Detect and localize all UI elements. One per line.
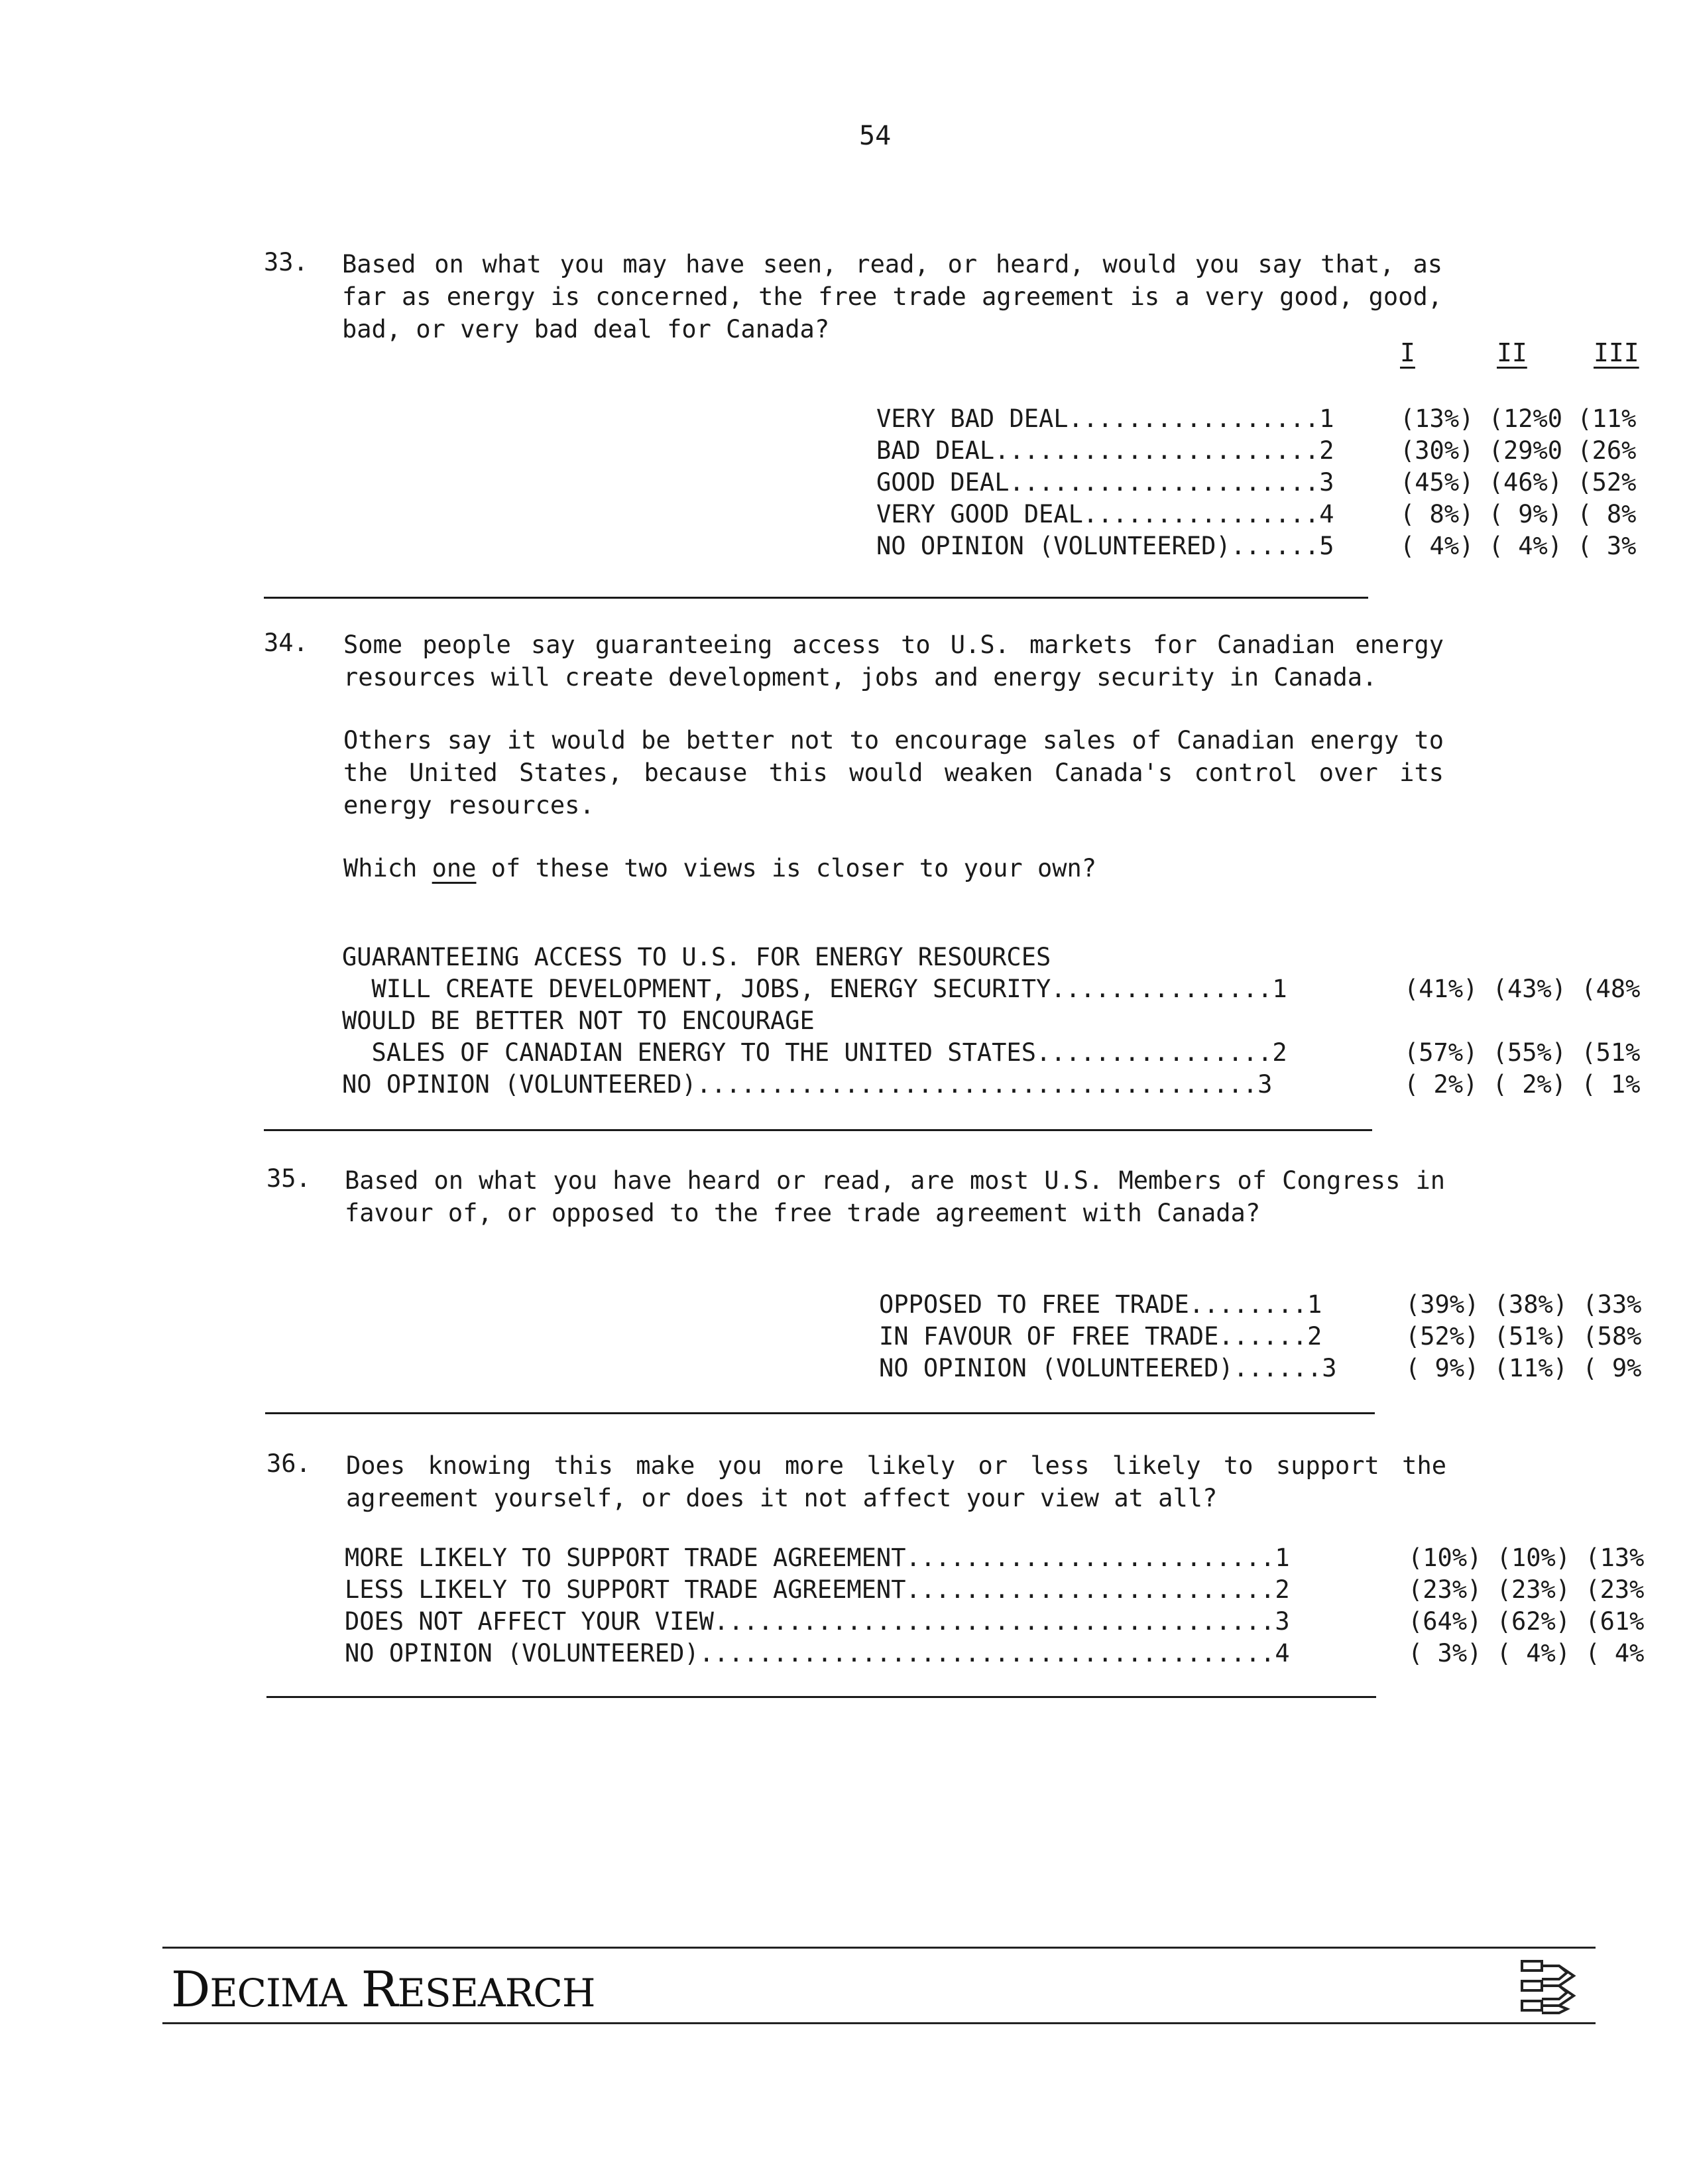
option-label: NO OPINION (VOLUNTEERED)......5 [876, 532, 1334, 560]
value-col-3: ( 8% [1577, 500, 1637, 528]
value-col-2: (10%) [1496, 1544, 1571, 1572]
value-col-2: (46%) [1488, 468, 1563, 497]
value-col-3: ( 1% [1581, 1070, 1641, 1099]
value-col-3: (26% [1577, 436, 1637, 465]
question-34-prompt [343, 852, 1444, 884]
value-col-1: (57%) [1404, 1038, 1478, 1067]
option-label: VERY BAD DEAL.................1 [876, 404, 1334, 433]
value-col-3: (33% [1582, 1290, 1642, 1319]
value-col-2: ( 2%) [1492, 1070, 1567, 1099]
option-label: GOOD DEAL.....................3 [876, 468, 1334, 497]
prompt-underlined-word: one [432, 854, 477, 882]
question-33-options [876, 403, 1334, 562]
value-col-2: (11%) [1493, 1354, 1568, 1382]
decima-research-logo-text [171, 1961, 595, 2018]
question-36-options [345, 1542, 1290, 1669]
option-label: NO OPINION (VOLUNTEERED).......................................4 [345, 1639, 1290, 1668]
option-label: DOES NOT AFFECT YOUR VIEW......................................3 [345, 1607, 1290, 1636]
question-35-number: 35. [266, 1164, 311, 1193]
brand-initial: R [361, 1961, 398, 2018]
value-col-2: ( 4%) [1488, 532, 1563, 560]
value-col-3: (61% [1585, 1607, 1645, 1636]
question-34-values [1404, 973, 1640, 1101]
option-label: SALES OF CANADIAN ENERGY TO THE UNITED STATES................2 [342, 1038, 1287, 1067]
brand-rest: ESEARCH [397, 1971, 595, 2016]
question-35-text: Based on what you have heard or read, are most U.S. Members of Congress in favour of, or opposed to the free trade agreement with Canada? [345, 1166, 1445, 1227]
value-col-1: (52%) [1405, 1322, 1480, 1351]
question-35-values [1405, 1289, 1641, 1384]
question-36-text: Does knowing this make you more likely or less likely to support the agreement yourself, or does it not affect your view at all? [346, 1451, 1446, 1512]
section-divider [266, 1696, 1376, 1698]
question-33-number: 33. [264, 248, 308, 276]
prompt-text: Which [343, 854, 432, 882]
value-col-3: (13% [1585, 1544, 1645, 1572]
value-col-2: (12%0 [1488, 404, 1563, 433]
brand-initial: D [171, 1961, 210, 2018]
question-33-values [1400, 403, 1636, 562]
option-label: IN FAVOUR OF FREE TRADE......2 [879, 1322, 1322, 1351]
value-col-2: (62%) [1496, 1607, 1571, 1636]
value-col-1: (13%) [1400, 404, 1474, 433]
value-col-3: ( 4% [1585, 1639, 1645, 1668]
question-34-number: 34. [264, 629, 308, 657]
value-col-3: ( 3% [1577, 532, 1637, 560]
footer-top-rule [162, 1947, 1596, 1949]
option-label-line1: GUARANTEEING ACCESS TO U.S. FOR ENERGY RESOURCES [342, 943, 1051, 971]
value-col-1: ( 2%) [1404, 1070, 1478, 1099]
section-divider [265, 1412, 1375, 1414]
value-col-1: (10%) [1408, 1544, 1482, 1572]
footer-bottom-rule [162, 2022, 1596, 2024]
value-col-1: (41%) [1404, 975, 1478, 1003]
value-col-1: ( 4%) [1400, 532, 1474, 560]
value-col-3: (48% [1581, 975, 1641, 1003]
value-col-3: (58% [1582, 1322, 1642, 1351]
question-33-text: Based on what you may have seen, read, or heard, would you say that, as far as energy is concerned, the free trade agreement is a very good, good, bad, or very bad deal for Canada? [342, 250, 1442, 343]
value-col-3: (51% [1581, 1038, 1641, 1067]
option-label: BAD DEAL......................2 [876, 436, 1334, 465]
option-label: OPPOSED TO FREE TRADE........1 [879, 1290, 1322, 1319]
option-row [876, 467, 1334, 499]
option-label: NO OPINION (VOLUNTEERED)......................................3 [342, 1070, 1273, 1099]
value-col-3: (11% [1577, 404, 1637, 433]
question-36-number: 36. [266, 1449, 311, 1478]
question-34-text [343, 629, 1444, 884]
value-col-2: (23%) [1496, 1575, 1571, 1604]
value-col-2: (43%) [1492, 975, 1567, 1003]
value-col-1: ( 8%) [1400, 500, 1474, 528]
column-header-3: III [1594, 338, 1639, 367]
question-34-paragraph-2: Others say it would be better not to encourage sales of Canadian energy to the United States, because this would weaken Canada's control over its energy resources. [343, 726, 1444, 819]
section-divider [264, 597, 1368, 599]
option-row [876, 499, 1334, 530]
section-divider [264, 1129, 1372, 1131]
question-35-options [879, 1289, 1337, 1384]
value-col-1: (64%) [1408, 1607, 1482, 1636]
question-34-options [342, 941, 1287, 1101]
value-col-1: ( 9%) [1405, 1354, 1480, 1382]
decima-logo-mark-icon [1518, 1956, 1579, 2017]
value-col-1: ( 3%) [1408, 1639, 1482, 1668]
prompt-text: of these two views is closer to your own? [476, 854, 1097, 882]
value-col-1: (30%) [1400, 436, 1474, 465]
value-col-1: (45%) [1400, 468, 1474, 497]
option-label: LESS LIKELY TO SUPPORT TRADE AGREEMENT.........................2 [345, 1575, 1290, 1604]
column-header-2: II [1497, 338, 1527, 367]
value-col-3: ( 9% [1582, 1354, 1642, 1382]
question-34-paragraph-1: Some people say guaranteeing access to U.S. markets for Canadian energy resources will create development, jobs and energy security in Canada. [343, 631, 1444, 692]
page-number: 54 [859, 121, 892, 151]
value-col-2: ( 4%) [1496, 1639, 1571, 1668]
value-col-2: (38%) [1493, 1290, 1568, 1319]
option-label: NO OPINION (VOLUNTEERED)......3 [879, 1354, 1337, 1382]
option-row [876, 530, 1334, 562]
value-col-3: (23% [1585, 1575, 1645, 1604]
value-col-3: (52% [1577, 468, 1637, 497]
option-row [876, 435, 1334, 467]
option-label: VERY GOOD DEAL................4 [876, 500, 1334, 528]
brand-rest: ECIMA [209, 1971, 347, 2016]
value-col-2: (51%) [1493, 1322, 1568, 1351]
value-col-2: (29%0 [1488, 436, 1563, 465]
option-label-line1: WOULD BE BETTER NOT TO ENCOURAGE [342, 1006, 815, 1035]
option-row [876, 403, 1334, 435]
value-col-2: ( 9%) [1488, 500, 1563, 528]
column-header-1: I [1400, 338, 1415, 367]
value-col-1: (39%) [1405, 1290, 1480, 1319]
value-col-1: (23%) [1408, 1575, 1482, 1604]
question-36-values [1408, 1542, 1644, 1669]
option-label: MORE LIKELY TO SUPPORT TRADE AGREEMENT.........................1 [345, 1544, 1290, 1572]
value-col-2: (55%) [1492, 1038, 1567, 1067]
option-label: WILL CREATE DEVELOPMENT, JOBS, ENERGY SECURITY...............1 [342, 975, 1287, 1003]
